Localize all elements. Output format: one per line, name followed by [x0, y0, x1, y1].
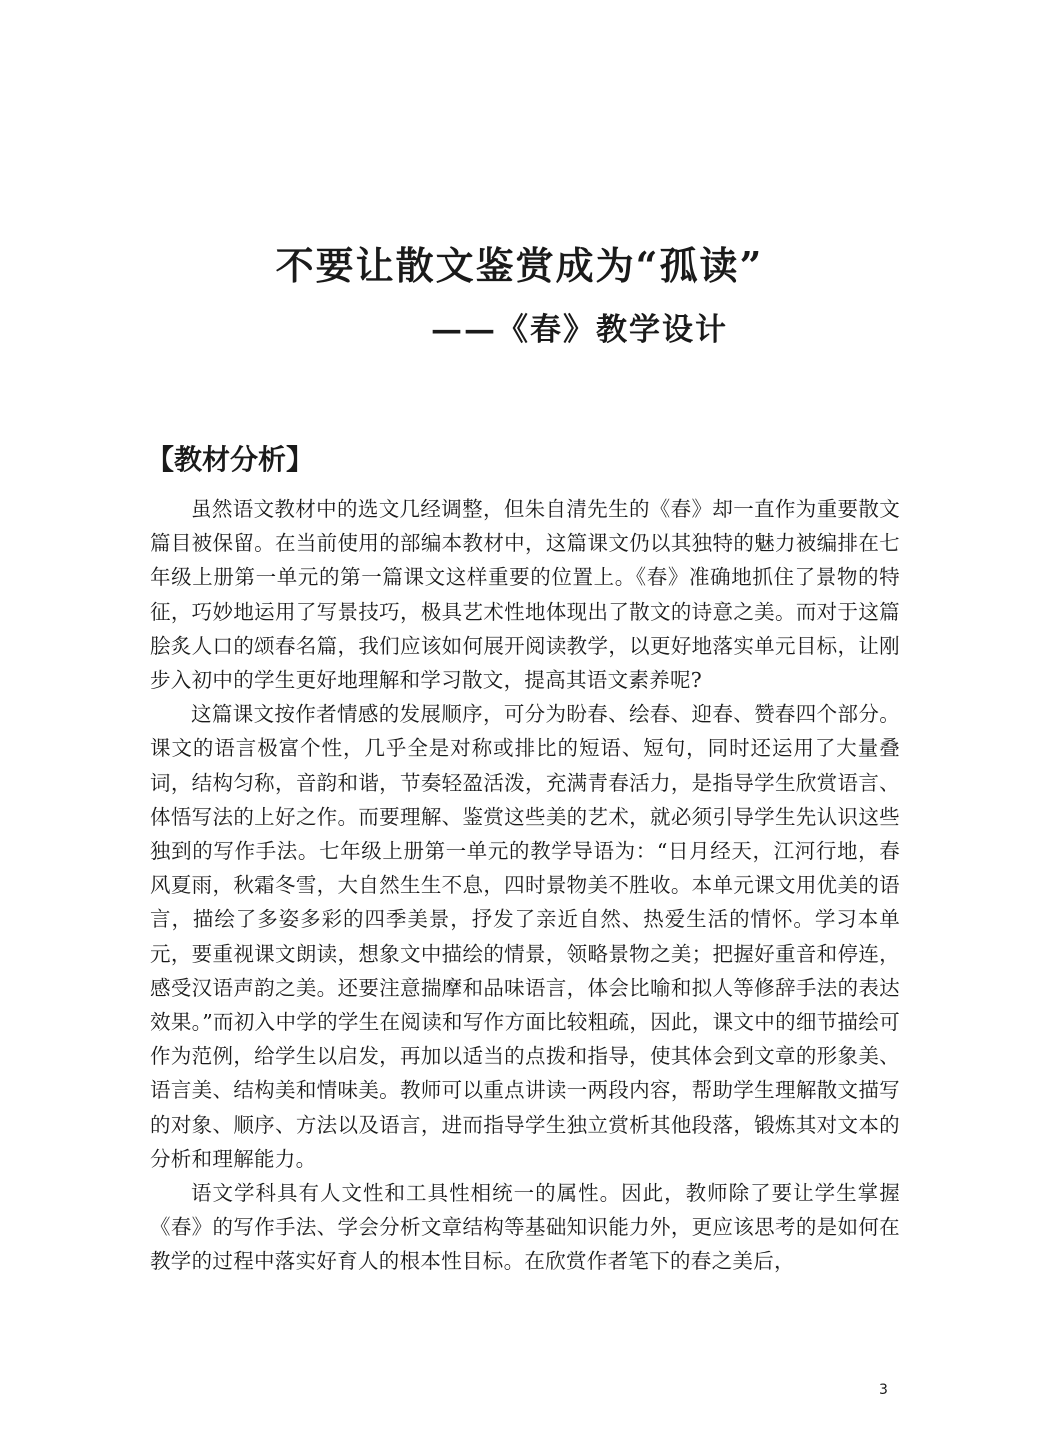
paragraph-3: 语文学科具有人文性和工具性相统一的属性。因此，教师除了要让学生掌握《春》的写作手法、学会分析文章结构等基础知识能力外，更应该思考的是如何在教学的过程中落实好育人的根本性目标。在欣赏作者笔下的春之美后，: [150, 1181, 900, 1274]
page-title: 不要让散文鉴赏成为“孤读”: [275, 243, 764, 288]
body-text: [150, 492, 900, 1279]
page-number: 3: [879, 1382, 888, 1398]
paragraph-1: 虽然语文教材中的选文几经调整，但朱自清先生的《春》却一直作为重要散文篇目被保留。在当前使用的部编本教材中，这篇课文仍以其独特的魅力被编排在七年级上册第一单元的第一篇课文这样重要的位置上。《春》准确地抓住了景物的特征，巧妙地运用了写景技巧，极具艺术性地体现出了散文的诗意之美。而对于这篇脍炙人口的颂春名篇，我们应该如何展开阅读教学，以更好地落实单元目标，让刚步入初中的学生更好地理解和学习散文，提高其语文素养呢?: [150, 497, 900, 693]
page-subtitle: ——《春》教学设计: [431, 312, 728, 348]
paragraph-2: 这篇课文按作者情感的发展顺序，可分为盼春、绘春、迎春、赞春四个部分。课文的语言极富个性，几乎全是对称或排比的短语、短句，同时还运用了大量叠词，结构匀称，音韵和谐，节奏轻盈活泼，充满青春活力，是指导学生欣赏语言、体悟写法的上好之作。而要理解、鉴赏这些美的艺术，就必须引导学生先认识这些独到的写作手法。七年级上册第一单元的教学导语为：“日月经天，江河行地，春风夏雨，秋霜冬雪，大自然生生不息，四时景物美不胜收。本单元课文用优美的语言，描绘了多姿多彩的四季美景，抒发了亲近自然、热爱生活的情怀。学习本单元，要重视课文朗读，想象文中描绘的情景，领略景物之美；把握好重音和停连，感受汉语声韵之美。还要注意揣摩和品味语言，体会比喻和拟人等修辞手法的表达效果。”而初入中学的学生在阅读和写作方面比较粗疏，因此，课文中的细节描绘可作为范例，给学生以启发，再加以适当的点拨和指导，使其体会到文章的形象美、语言美、结构美和情味美。教师可以重点讲读一两段内容，帮助学生理解散文描写的对象、顺序、方法以及语言，进而指导学生独立赏析其他段落，锻炼其对文本的分析和理解能力。: [150, 702, 900, 1171]
section-heading: 【教材分析】: [146, 443, 315, 476]
